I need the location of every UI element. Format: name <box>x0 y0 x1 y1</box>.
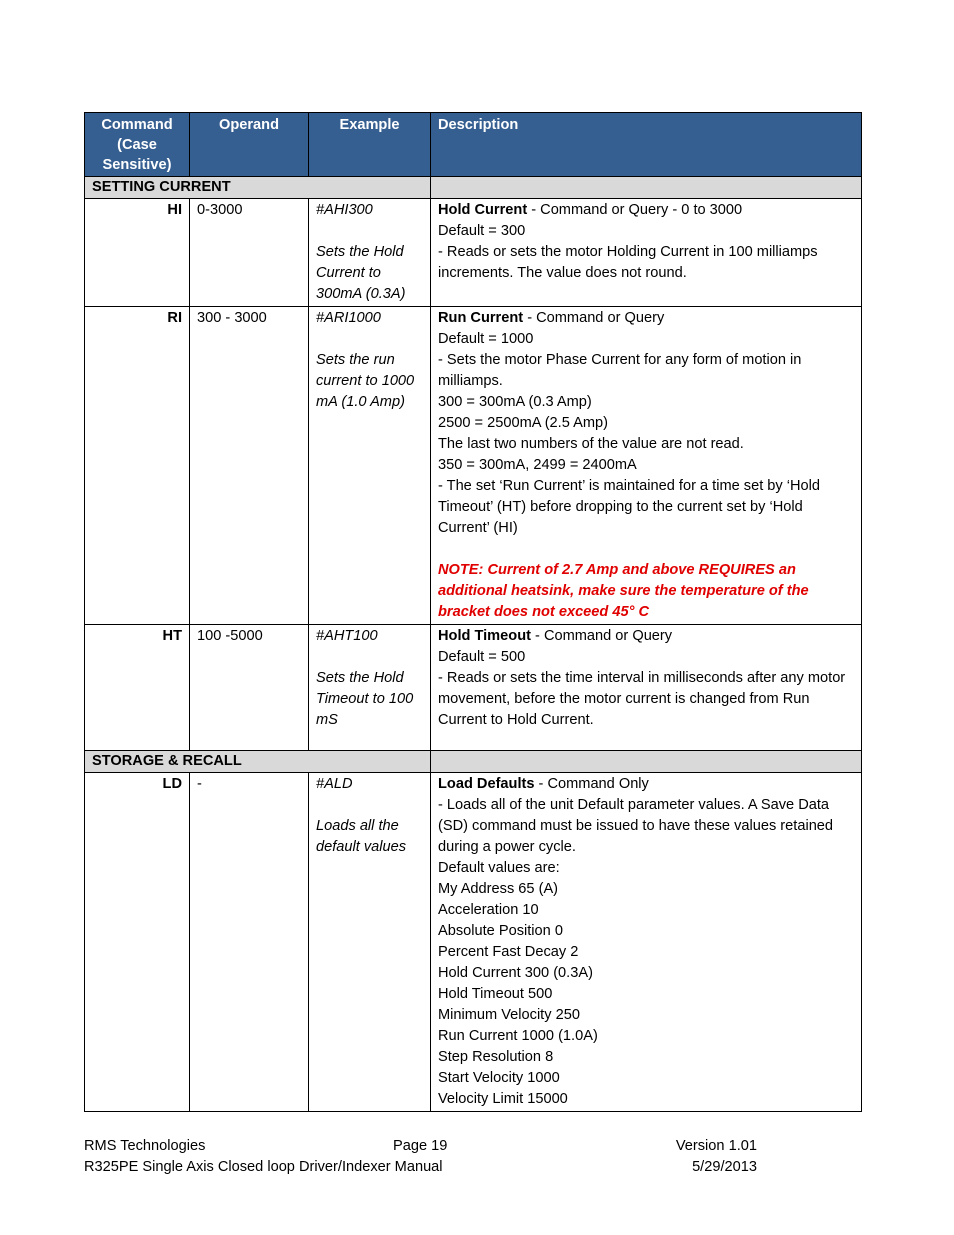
operand: - <box>190 773 309 1112</box>
desc-line: 350 = 300mA, 2499 = 2400mA <box>438 457 637 473</box>
desc-line: Default = 300 <box>438 223 526 239</box>
operand: 100 -5000 <box>190 625 309 751</box>
desc-title-suffix: - Command or Query <box>530 628 673 644</box>
desc-line: 300 = 300mA (0.3 Amp) <box>438 394 592 410</box>
header-command: Command (Case Sensitive) <box>85 113 190 177</box>
operand: 0-3000 <box>190 199 309 307</box>
table-row <box>85 625 862 751</box>
example-command: #ALD <box>316 776 353 792</box>
example-text: Sets the Hold Current to 300mA (0.3A) <box>316 244 406 302</box>
header-example: Example <box>309 113 431 177</box>
section-title: STORAGE & RECALL <box>85 751 431 773</box>
footer-date: 5/29/2013 <box>692 1159 757 1175</box>
section-row-setting-current <box>85 177 862 199</box>
section-row-storage-recall <box>85 751 862 773</box>
desc-line: Default = 1000 <box>438 331 534 347</box>
command-code: HI <box>85 199 190 307</box>
operand: 300 - 3000 <box>190 307 309 625</box>
description <box>431 307 862 625</box>
example-command: #ARI1000 <box>316 310 381 326</box>
section-spacer <box>431 751 862 773</box>
example <box>309 307 431 625</box>
desc-line: Velocity Limit 15000 <box>438 1091 568 1107</box>
example-text: Loads all the default values <box>316 818 407 855</box>
command-code: RI <box>85 307 190 625</box>
desc-line: Percent Fast Decay 2 <box>438 944 579 960</box>
desc-line: Default values are: <box>438 860 560 876</box>
page-footer <box>84 1136 764 1178</box>
desc-title-suffix: - Command Only <box>534 776 649 792</box>
header-description: Description <box>431 113 862 177</box>
desc-title: Hold Current <box>438 202 528 218</box>
table-row <box>85 307 862 625</box>
desc-line: - Reads or sets the time interval in milliseconds after any motor movement, before the motor current is changed from Run Current to Hold Current. <box>438 670 846 728</box>
footer-company: RMS Technologies <box>84 1138 206 1154</box>
desc-title: Hold Timeout <box>438 628 531 644</box>
desc-line: Hold Timeout 500 <box>438 986 553 1002</box>
desc-line: 2500 = 2500mA (2.5 Amp) <box>438 415 608 431</box>
example <box>309 625 431 751</box>
example <box>309 773 431 1112</box>
desc-line: Default = 500 <box>438 649 526 665</box>
description <box>431 773 862 1112</box>
table-header-row <box>85 113 862 177</box>
command-code: HT <box>85 625 190 751</box>
desc-title: Run Current <box>438 310 524 326</box>
example-text: Sets the run current to 1000 mA (1.0 Amp) <box>316 352 415 410</box>
desc-line: The last two numbers of the value are not read. <box>438 436 744 452</box>
desc-line: Start Velocity 1000 <box>438 1070 560 1086</box>
desc-line: - Sets the motor Phase Current for any form of motion in milliamps. <box>438 352 802 389</box>
command-table <box>84 112 862 1112</box>
description <box>431 199 862 307</box>
description <box>431 625 862 751</box>
footer-page-number: Page 19 <box>393 1138 448 1154</box>
table-row <box>85 773 862 1112</box>
desc-line: My Address 65 (A) <box>438 881 559 897</box>
desc-line: Step Resolution 8 <box>438 1049 554 1065</box>
desc-line: - Loads all of the unit Default parameter values. A Save Data (SD) command must be issued to have these values retained during a power cycle. <box>438 797 834 855</box>
example <box>309 199 431 307</box>
desc-line: - Reads or sets the motor Holding Current in 100 milliamps increments. The value does not round. <box>438 244 818 281</box>
warning-note: NOTE: Current of 2.7 Amp and above REQUIRES an additional heatsink, make sure the temperature of the bracket does not exceed 45° C <box>438 562 809 620</box>
desc-title: Load Defaults <box>438 776 535 792</box>
footer-version: Version 1.01 <box>675 1138 757 1154</box>
desc-line: - The set ‘Run Current’ is maintained for a time set by ‘Hold Timeout’ (HT) before dropping to the current set by ‘Hold Current’ (HI) <box>438 478 821 536</box>
example-text: Sets the Hold Timeout to 100 mS <box>316 670 414 728</box>
desc-line: Acceleration 10 <box>438 902 539 918</box>
desc-title-suffix: - Command or Query <box>523 310 665 326</box>
desc-title-suffix: - Command or Query - 0 to 3000 <box>527 202 743 218</box>
example-command: #AHI300 <box>316 202 373 218</box>
header-operand: Operand <box>190 113 309 177</box>
desc-line: Absolute Position 0 <box>438 923 563 939</box>
footer-manual-title: R325PE Single Axis Closed loop Driver/Indexer Manual <box>84 1159 443 1175</box>
desc-line: Hold Current 300 (0.3A) <box>438 965 593 981</box>
section-title: SETTING CURRENT <box>85 177 431 199</box>
desc-line: Minimum Velocity 250 <box>438 1007 580 1023</box>
desc-line: Run Current 1000 (1.0A) <box>438 1028 598 1044</box>
example-command: #AHT100 <box>316 628 378 644</box>
section-spacer <box>431 177 862 199</box>
table-row <box>85 199 862 307</box>
command-code: LD <box>85 773 190 1112</box>
